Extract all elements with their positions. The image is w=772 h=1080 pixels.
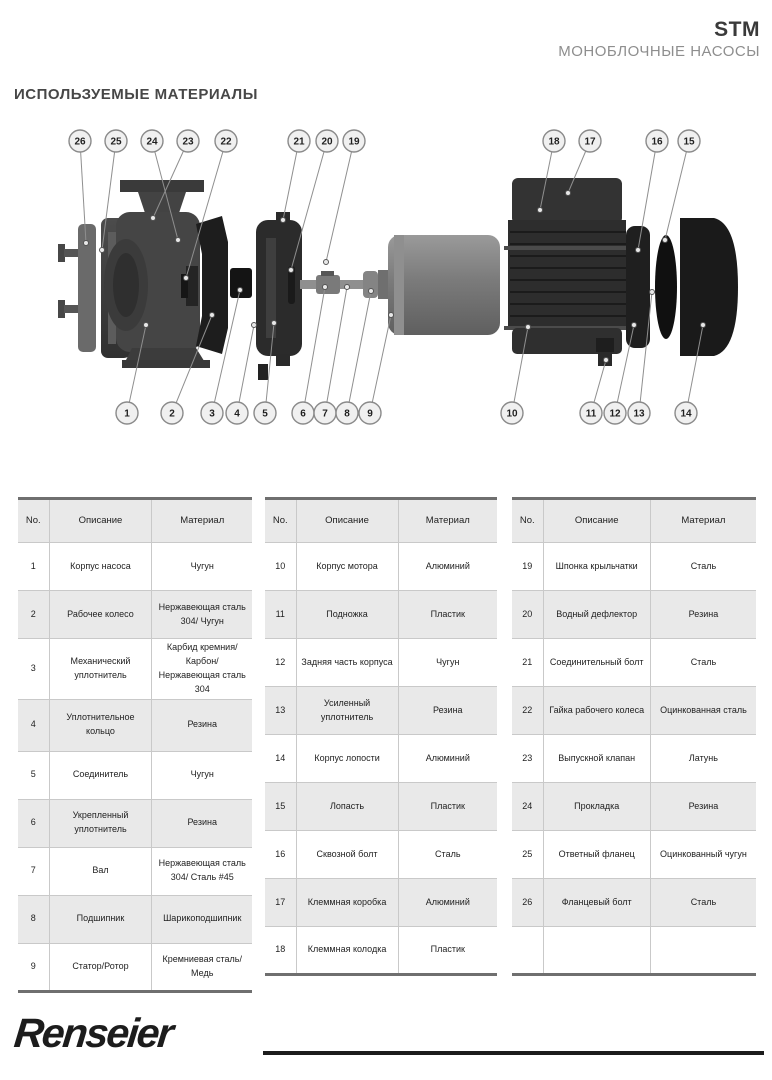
cell-material: Резина	[152, 799, 252, 847]
motor-housing-art	[504, 178, 630, 354]
cell-description: Соединитель	[49, 751, 152, 799]
callout-number: 2	[169, 408, 175, 420]
leader-line	[303, 287, 325, 413]
cell-number: 9	[18, 943, 49, 991]
table-row	[512, 543, 756, 591]
cell-description: Клеммная коробка	[296, 879, 398, 927]
table-row	[18, 943, 252, 991]
table-row	[18, 799, 252, 847]
cell-material: Пластик	[398, 783, 497, 831]
cell-number: 20	[512, 591, 543, 639]
cell-number: 14	[265, 735, 296, 783]
cell-material: Алюминий	[398, 735, 497, 783]
footer-rule	[263, 1051, 764, 1055]
callout-number: 15	[683, 136, 695, 148]
table-row	[265, 591, 497, 639]
cell-description: Фланцевый болт	[543, 879, 650, 927]
leader-line	[283, 141, 299, 220]
leader-line	[326, 141, 354, 262]
cell-material: Латунь	[650, 735, 756, 783]
cell-description: Подножка	[296, 591, 398, 639]
cell-material: Сталь	[650, 543, 756, 591]
callout-number: 23	[182, 136, 194, 148]
table-row	[18, 639, 252, 700]
callout-number: 20	[321, 136, 333, 148]
cell-material: Алюминий	[398, 543, 497, 591]
table-row	[512, 639, 756, 687]
callout-number: 5	[262, 408, 268, 420]
leader-line	[370, 315, 391, 413]
callout-number: 3	[209, 408, 215, 420]
leader-line	[237, 325, 254, 413]
cell-description: Статор/Ротор	[49, 943, 152, 991]
cell-description: Выпускной клапан	[543, 735, 650, 783]
table-row	[265, 783, 497, 831]
leader-dot	[252, 323, 257, 328]
cell-number: 8	[18, 895, 49, 943]
cell-material: Резина	[650, 783, 756, 831]
callout-number: 18	[548, 136, 560, 148]
header	[558, 18, 760, 60]
table-row	[512, 927, 756, 975]
cell-material: Карбид кремния/ Карбон/ Нержавеющая сталь 304	[152, 639, 252, 700]
cell-material: Сталь	[398, 831, 497, 879]
table-row	[265, 879, 497, 927]
leader-dot	[566, 191, 571, 196]
mech-seal-art	[230, 268, 252, 298]
cell-number: 10	[265, 543, 296, 591]
leader-dot	[210, 313, 215, 318]
cell-number: 6	[18, 799, 49, 847]
leader-dot	[604, 358, 609, 363]
cell-description: Корпус мотора	[296, 543, 398, 591]
cell-material: Кремниевая сталь/Медь	[152, 943, 252, 991]
cell-number: 1	[18, 543, 49, 591]
cell-material: Шарикоподшипник	[152, 895, 252, 943]
leader-line	[291, 141, 327, 270]
callout-number: 4	[234, 408, 240, 420]
cell-material: Нержавеющая сталь 304/ Чугун	[152, 591, 252, 639]
leader-dot	[184, 276, 189, 281]
table-row	[18, 895, 252, 943]
cell-description: Соединительный болт	[543, 639, 650, 687]
pump-exploded-diagram	[0, 120, 772, 455]
cell-description: Усиленный уплотнитель	[296, 687, 398, 735]
fan-art	[655, 235, 677, 339]
materials-table-2	[265, 497, 497, 976]
table-row	[265, 543, 497, 591]
table-row	[512, 783, 756, 831]
callout-number: 11	[585, 408, 597, 420]
leader-dot	[636, 248, 641, 253]
leader-dot	[323, 285, 328, 290]
cell-material: Пластик	[398, 591, 497, 639]
cell-number: 13	[265, 687, 296, 735]
cell-description: Сквозной болт	[296, 831, 398, 879]
materials-table-3	[512, 497, 756, 976]
materials-table-1	[18, 497, 252, 993]
cell-description: Механический уплотнитель	[49, 639, 152, 700]
cell-number: 4	[18, 699, 49, 751]
table-row	[265, 687, 497, 735]
cell-material: Пластик	[398, 927, 497, 975]
adapter-art	[256, 212, 302, 380]
series-subtitle: МОНОБЛОЧНЫЕ НАСОСЫ	[558, 43, 760, 60]
column-header: Описание	[543, 499, 650, 543]
leader-dot	[238, 288, 243, 293]
table-row	[265, 639, 497, 687]
leader-dot	[650, 290, 655, 295]
cell-material: Алюминий	[398, 879, 497, 927]
leader-dot	[701, 323, 706, 328]
cell-number: 7	[18, 847, 49, 895]
leader-dot	[281, 218, 286, 223]
cell-description: Задняя часть корпуса	[296, 639, 398, 687]
cell-description: Лопасть	[296, 783, 398, 831]
cell-description: Гайка рабочего колеса	[543, 687, 650, 735]
pump-exploded-art	[0, 120, 772, 455]
column-header: Описание	[49, 499, 152, 543]
callout-number: 25	[110, 136, 122, 148]
cell-description: Шпонка крыльчатки	[543, 543, 650, 591]
table-row	[512, 735, 756, 783]
leader-dot	[272, 321, 277, 326]
callout-number: 1	[124, 408, 130, 420]
leader-dot	[84, 241, 89, 246]
column-header: No.	[18, 499, 49, 543]
cell-material: Резина	[650, 591, 756, 639]
cell-material: Оцинкованная сталь	[650, 687, 756, 735]
table-row	[512, 879, 756, 927]
leader-dot	[100, 248, 105, 253]
callout-number: 7	[322, 408, 328, 420]
cell-number: 11	[265, 591, 296, 639]
cell-description: Уплотнительное кольцо	[49, 699, 152, 751]
callout-number: 21	[293, 136, 305, 148]
cell-material: Чугун	[398, 639, 497, 687]
leader-dot	[632, 323, 637, 328]
cell-number: 5	[18, 751, 49, 799]
cell-number: 21	[512, 639, 543, 687]
table-row	[18, 699, 252, 751]
leader-dot	[144, 323, 149, 328]
cell-material: Нержавеющая сталь 304/ Сталь #45	[152, 847, 252, 895]
callout-number: 9	[367, 408, 373, 420]
leader-line	[325, 287, 347, 413]
cell-description: Ответный фланец	[543, 831, 650, 879]
table-row	[265, 735, 497, 783]
cell-number: 16	[265, 831, 296, 879]
company-logo: Renseier	[12, 1010, 175, 1056]
callout-number: 14	[680, 408, 692, 420]
cell-number: 22	[512, 687, 543, 735]
cell-description: Клеммная колодка	[296, 927, 398, 975]
cell-number: 15	[265, 783, 296, 831]
cell-material: Сталь	[650, 639, 756, 687]
cell-material	[650, 927, 756, 975]
column-header: Материал	[152, 499, 252, 543]
leader-dot	[289, 268, 294, 273]
leader-line	[347, 291, 371, 413]
table-row	[18, 591, 252, 639]
table-row	[512, 687, 756, 735]
callout-number: 24	[146, 136, 158, 148]
column-header: Описание	[296, 499, 398, 543]
stator-rotor-art	[378, 235, 500, 335]
callout-number: 6	[300, 408, 306, 420]
cell-number	[512, 927, 543, 975]
callout-number: 13	[633, 408, 645, 420]
table-row	[265, 927, 497, 975]
cell-number: 23	[512, 735, 543, 783]
cell-description: Вал	[49, 847, 152, 895]
leader-dot	[369, 289, 374, 294]
callout-number: 10	[506, 408, 518, 420]
cell-number: 26	[512, 879, 543, 927]
callout-number: 8	[344, 408, 350, 420]
cell-description: Корпус лопости	[296, 735, 398, 783]
table-row	[512, 591, 756, 639]
table-row	[18, 751, 252, 799]
cell-number: 2	[18, 591, 49, 639]
cell-description: Корпус насоса	[49, 543, 152, 591]
cell-number: 19	[512, 543, 543, 591]
cell-description: Подшипник	[49, 895, 152, 943]
cell-number: 24	[512, 783, 543, 831]
cell-material: Сталь	[650, 879, 756, 927]
column-header: Материал	[650, 499, 756, 543]
page-title: ИСПОЛЬЗУЕМЫЕ МАТЕРИАЛЫ	[14, 86, 258, 103]
cell-number: 3	[18, 639, 49, 700]
leader-dot	[538, 208, 543, 213]
cell-number: 18	[265, 927, 296, 975]
cell-material: Резина	[152, 699, 252, 751]
cell-material: Резина	[398, 687, 497, 735]
table-row	[18, 847, 252, 895]
column-header: Материал	[398, 499, 497, 543]
rear-housing-art	[626, 226, 650, 348]
cell-description: Водный дефлектор	[543, 591, 650, 639]
leader-dot	[324, 260, 329, 265]
callout-number: 22	[220, 136, 232, 148]
column-header: No.	[265, 499, 296, 543]
callout-number: 26	[74, 136, 86, 148]
callout-number: 17	[584, 136, 596, 148]
table-row	[512, 831, 756, 879]
cell-description	[543, 927, 650, 975]
cell-description: Рабочее колесо	[49, 591, 152, 639]
cell-material: Чугун	[152, 543, 252, 591]
table-row	[265, 831, 497, 879]
callout-number: 16	[651, 136, 663, 148]
cell-material: Чугун	[152, 751, 252, 799]
callout-number: 12	[609, 408, 621, 420]
table-row	[18, 543, 252, 591]
leader-dot	[389, 313, 394, 318]
callout-number: 19	[348, 136, 360, 148]
cell-description: Укрепленный уплотнитель	[49, 799, 152, 847]
leader-dot	[526, 325, 531, 330]
cell-number: 25	[512, 831, 543, 879]
leader-dot	[151, 216, 156, 221]
leader-dot	[345, 285, 350, 290]
fan-cover-art	[680, 218, 738, 356]
cell-number: 12	[265, 639, 296, 687]
leader-dot	[176, 238, 181, 243]
cell-description: Прокладка	[543, 783, 650, 831]
cell-material: Оцинкованный чугун	[650, 831, 756, 879]
leader-dot	[663, 238, 668, 243]
cell-number: 17	[265, 879, 296, 927]
column-header: No.	[512, 499, 543, 543]
series-title: STM	[714, 18, 760, 41]
